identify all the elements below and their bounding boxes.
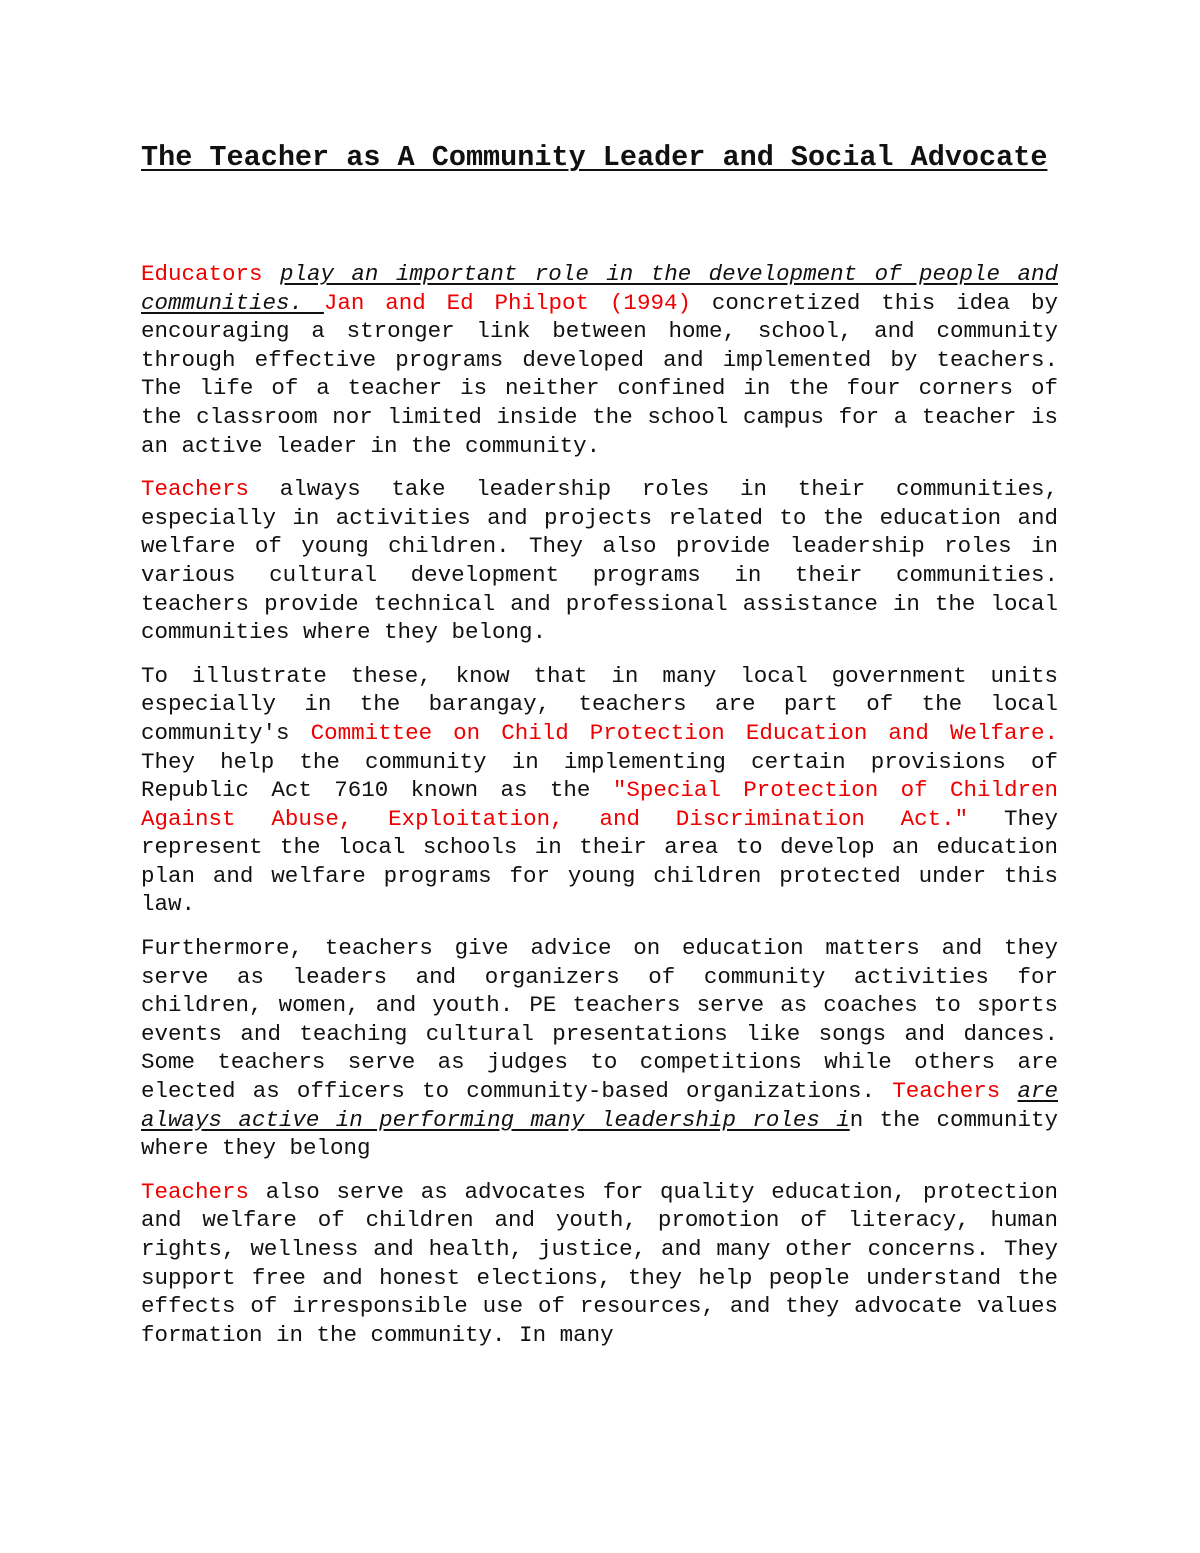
text-span: Furthermore, teachers give advice on education matters and they serve as leaders and organizers of community activities for children, women, and youth. PE teachers serve as coaches to sports events and teaching cultural presentations like songs and dances. Some teachers serve as judges to competitions while others are elected as officers to community-based organizations. bbox=[141, 935, 1058, 1105]
text-span: They help the community in implementing certain provisions of Republic Act 7610 known as the bbox=[141, 748, 1058, 804]
paragraph-illustration bbox=[141, 662, 1058, 919]
text-span: They represent the local schools in their area to develop an education plan and welfare programs for young children protected under this law. bbox=[141, 805, 1058, 918]
paragraph-advocates bbox=[141, 1178, 1058, 1350]
paragraph-educators bbox=[141, 260, 1058, 460]
highlight-educators: Educators bbox=[141, 261, 263, 287]
highlight-teachers: Teachers bbox=[141, 476, 250, 503]
document-page bbox=[141, 138, 1058, 1364]
text-span: concretized this idea by encouraging a stronger link between home, school, and community through effective programs developed and implemented by teachers. The life of a teacher is neither confined in the four corners of the classroom nor limited inside the school campus for a teacher is an active leader in the community. bbox=[141, 289, 1058, 459]
highlight-act-title: "Special Protection of Children Against Abuse, Exploitation, and Discrimination Act." bbox=[141, 777, 1058, 832]
emphasis-role: play an important role in the development of people and communities. bbox=[141, 261, 1058, 316]
text-span: n the community where they belong bbox=[141, 1106, 1058, 1162]
document-title: The Teacher as A Community Leader and Social Advocate bbox=[141, 141, 1048, 174]
paragraph-furthermore bbox=[141, 934, 1058, 1163]
text-span: also serve as advocates for quality education, protection and welfare of children and youth, promotion of literacy, human rights, wellness and health, justice, and many other concerns. They support free and honest elections, they help people understand the effects of irresponsible use of resources, and they advocate values formation in the community. In many bbox=[141, 1178, 1058, 1348]
highlight-teachers: Teachers bbox=[141, 1178, 250, 1205]
paragraph-teachers-leadership bbox=[141, 475, 1058, 647]
text-span bbox=[1000, 1078, 1017, 1104]
emphasis-active: are always active in performing many leadership roles i bbox=[141, 1078, 1058, 1133]
highlight-committee: Committee on Child Protection Education and Welfare. bbox=[310, 719, 1058, 746]
highlight-philpot: Jan and Ed Philpot (1994) bbox=[323, 289, 691, 316]
highlight-teachers: Teachers bbox=[892, 1078, 1001, 1105]
text-span: To illustrate these, know that in many local government units especially in the barangay, teachers are part of the local community's bbox=[141, 662, 1058, 746]
text-span: always take leadership roles in their communities, especially in activities and projects related to the education and welfare of young children. They also provide leadership roles in various cultural development programs in their communities. teachers provide technical and professional assistance in the local communities where they belong. bbox=[141, 476, 1058, 646]
text-span bbox=[263, 261, 280, 287]
